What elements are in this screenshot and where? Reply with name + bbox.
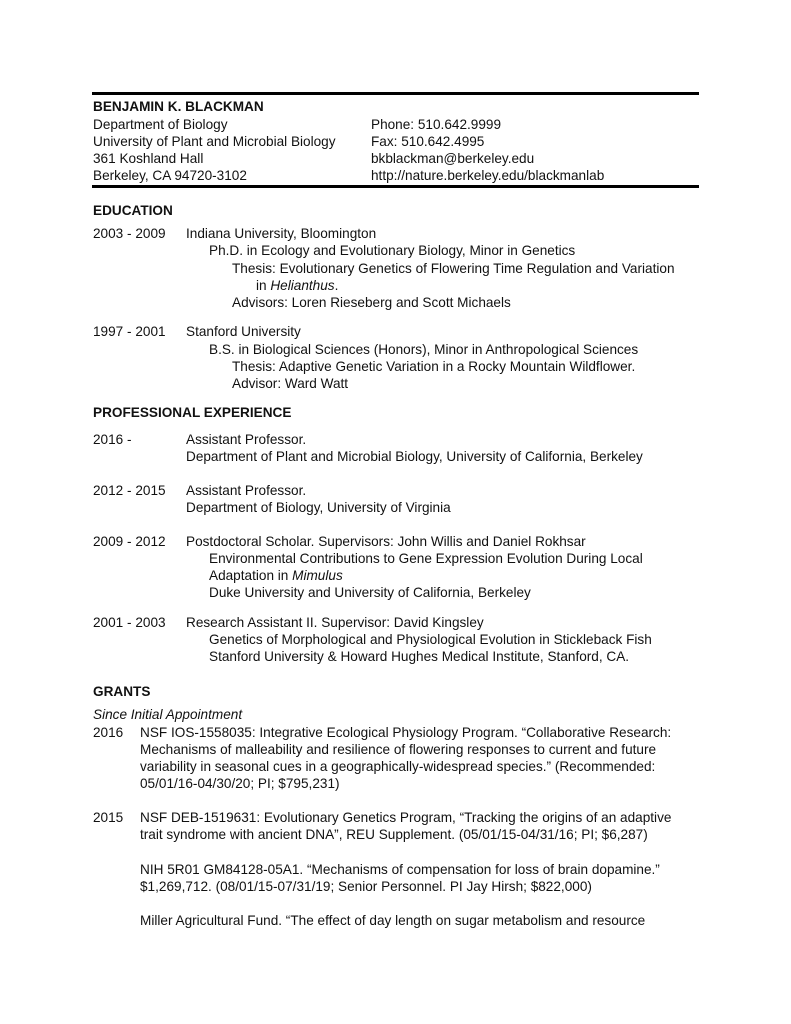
edu-years: 2003 - 2009 <box>93 226 166 241</box>
section-heading-grants: GRANTS <box>93 684 151 699</box>
exp-years: 2016 - <box>93 432 132 447</box>
address-line: University of Plant and Microbial Biology <box>93 134 336 149</box>
edu-advisor: Advisor: Ward Watt <box>232 376 349 391</box>
exp-years: 2012 - 2015 <box>93 483 166 498</box>
exp-title: Research Assistant II. Supervisor: David Kingsley <box>186 615 484 630</box>
grants-subheading: Since Initial Appointment <box>93 707 243 722</box>
address-line: Department of Biology <box>93 117 228 132</box>
exp-detail: Adaptation in Mimulus <box>209 568 343 583</box>
grant-year: 2016 <box>93 725 124 740</box>
exp-title: Postdoctoral Scholar. Supervisors: John Willis and Daniel Rokhsar <box>186 534 586 549</box>
edu-years: 1997 - 2001 <box>93 324 166 339</box>
exp-years: 2009 - 2012 <box>93 534 166 549</box>
grant-line: trait syndrome with ancient DNA”, REU Supplement. (05/01/15-04/31/16; PI; $6,287) <box>140 827 648 842</box>
grant-year: 2015 <box>93 810 124 825</box>
exp-detail: Stanford University & Howard Hughes Medical Institute, Stanford, CA. <box>209 649 630 664</box>
author-name: BENJAMIN K. BLACKMAN <box>93 99 264 114</box>
section-heading-experience: PROFESSIONAL EXPERIENCE <box>93 405 292 420</box>
exp-detail: Department of Plant and Microbial Biology, University of California, Berkeley <box>186 449 643 464</box>
grant-line: Miller Agricultural Fund. “The effect of day length on sugar metabolism and resource <box>140 913 646 928</box>
grant-line: NSF IOS-1558035: Integrative Ecological Physiology Program. “Collaborative Research: <box>140 725 672 740</box>
header-bottom-rule <box>92 185 699 188</box>
header-top-rule <box>92 92 699 95</box>
exp-years: 2001 - 2003 <box>93 615 166 630</box>
exp-title: Assistant Professor. <box>186 483 307 498</box>
edu-thesis: Thesis: Evolutionary Genetics of Flowering Time Regulation and Variation <box>232 261 675 276</box>
edu-institution: Indiana University, Bloomington <box>186 226 377 241</box>
phone: Phone: 510.642.9999 <box>371 117 502 132</box>
edu-institution: Stanford University <box>186 324 301 339</box>
email-link[interactable]: bkblackman@berkeley.edu <box>371 151 535 166</box>
exp-detail: Environmental Contributions to Gene Expression Evolution During Local <box>209 551 643 566</box>
edu-degree: B.S. in Biological Sciences (Honors), Minor in Anthropological Sciences <box>209 342 639 357</box>
edu-degree: Ph.D. in Ecology and Evolutionary Biology, Minor in Genetics <box>209 243 576 258</box>
edu-advisor: Advisors: Loren Rieseberg and Scott Michaels <box>232 295 511 310</box>
edu-thesis: Thesis: Adaptive Genetic Variation in a Rocky Mountain Wildflower. <box>232 359 636 374</box>
address-line: Berkeley, CA 94720-3102 <box>93 168 247 183</box>
address-line: 361 Koshland Hall <box>93 151 204 166</box>
fax: Fax: 510.642.4995 <box>371 134 485 149</box>
grant-line: variability in seasonal cues in a geographically-widespread species.” (Recommended: <box>140 759 656 774</box>
grant-line: $1,269,712. (08/01/15-07/31/19; Senior Personnel. PI Jay Hirsh; $822,000) <box>140 879 592 894</box>
section-heading-education: EDUCATION <box>93 203 173 218</box>
exp-detail: Genetics of Morphological and Physiological Evolution in Stickleback Fish <box>209 632 652 647</box>
exp-title: Assistant Professor. <box>186 432 307 447</box>
exp-detail: Duke University and University of California, Berkeley <box>209 585 531 600</box>
grant-line: NIH 5R01 GM84128-05A1. “Mechanisms of compensation for loss of brain dopamine.” <box>140 862 660 877</box>
exp-detail: Department of Biology, University of Virginia <box>186 500 451 515</box>
grant-line: 05/01/16-04/30/20; PI; $795,231) <box>140 776 340 791</box>
edu-thesis-cont: in Helianthus. <box>256 278 339 293</box>
website-link[interactable]: http://nature.berkeley.edu/blackmanlab <box>371 168 605 183</box>
grant-line: NSF DEB-1519631: Evolutionary Genetics Program, “Tracking the origins of an adaptive <box>140 810 672 825</box>
grant-line: Mechanisms of malleability and resilience of flowering responses to current and future <box>140 742 657 757</box>
